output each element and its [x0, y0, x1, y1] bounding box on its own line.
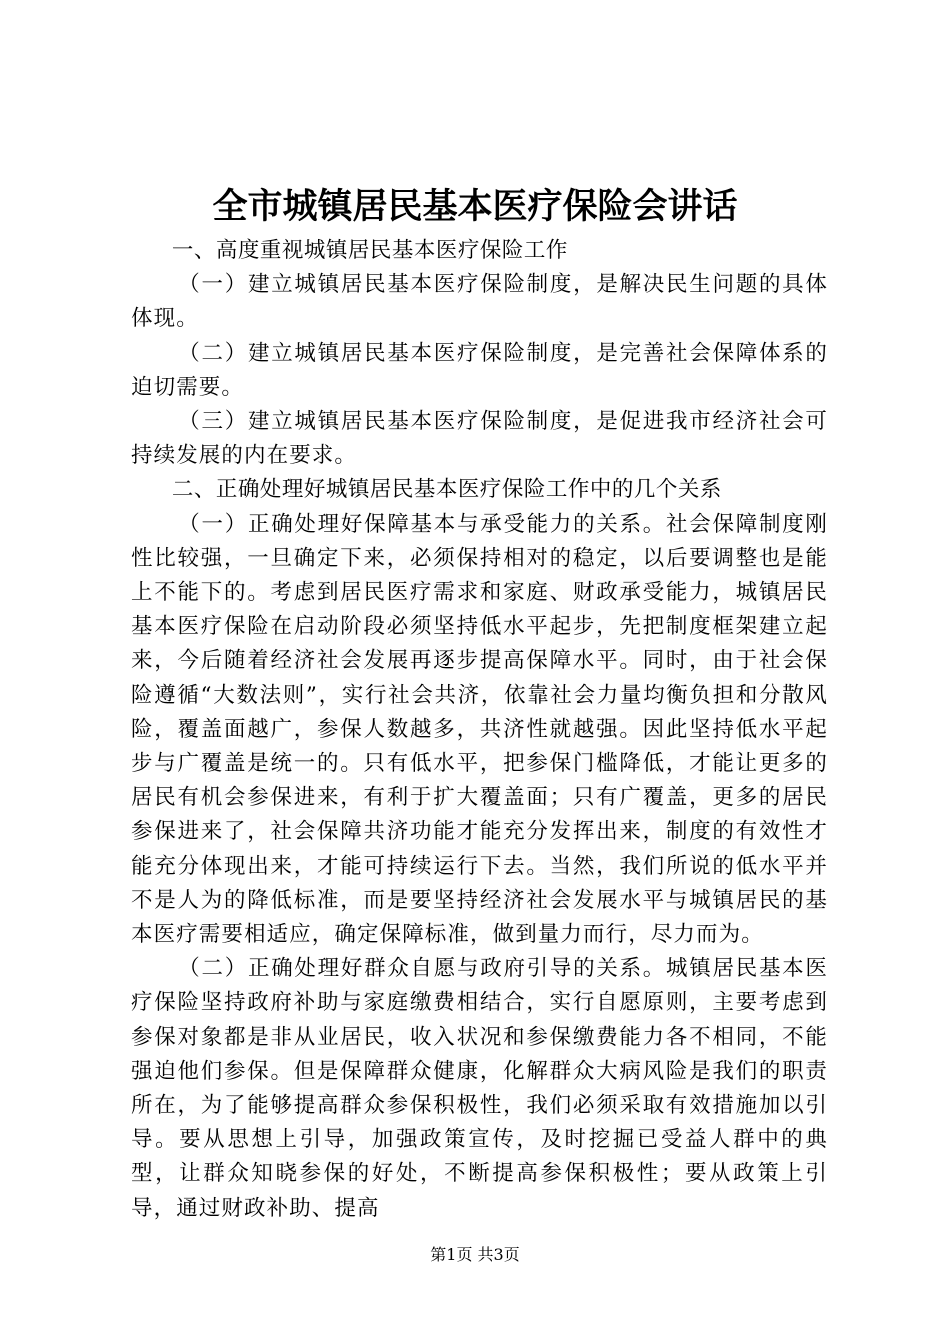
paragraph: （二）正确处理好群众自愿与政府引导的关系。城镇居民基本医疗保险坚持政府补助与家庭缴费相结合，实行自愿原则，主要考虑到参保对象都是非从业居民，收入状况和参保缴费能力各不相同，不能强迫他们参保。但是保障群众健康，化解群众大病风险是我们的职责所在，为了能够提高群众参保积极性，我们必须采取有效措施加以引导。要从思想上引导，加强政策宣传，及时挖掘已受益人群中的典型，让群众知晓参保的好处，不断提高参保积极性；要从政策上引导，通过财政补助、提高: [131, 956, 828, 1221]
paragraph: （一）建立城镇居民基本医疗保险制度，是解决民生问题的具体体现。: [131, 272, 828, 332]
document-body: [131, 234, 828, 1226]
page-footer: 第1页 共3页: [430, 1245, 520, 1264]
section-heading-1: 一、高度重视城镇居民基本医疗保险工作: [171, 238, 568, 263]
paragraph: （二）建立城镇居民基本医疗保险制度，是完善社会保障体系的迫切需要。: [131, 340, 828, 400]
paragraph: （一）正确处理好保障基本与承受能力的关系。社会保障制度刚性比较强，一旦确定下来，必须保持相对的稳定，以后要调整也是能上不能下的。考虑到居民医疗需求和家庭、财政承受能力，城镇居民基本医疗保险在启动阶段必须坚持低水平起步，先把制度框架建立起来，今后随着经济社会发展再逐步提高保障水平。同时，由于社会保险遵循“大数法则”，实行社会共济，依靠社会力量均衡负担和分散风险，覆盖面越广，参保人数越多，共济性就越强。因此坚持低水平起步与广覆盖是统一的。只有低水平，把参保门槛降低，才能让更多的居民有机会参保进来，有利于扩大覆盖面；只有广覆盖，更多的居民参保进来了，社会保障共济功能才能充分发挥出来，制度的有效性才能充分体现出来，才能可持续运行下去。当然，我们所说的低水平并不是人为的降低标准，而是要坚持经济社会发展水平与城镇居民的基本医疗需要相适应，确定保障标准，做到量力而行，尽力而为。: [131, 511, 828, 948]
document-title: 全市城镇居民基本医疗保险会讲话: [212, 187, 738, 227]
section-heading-2: 二、正确处理好城镇居民基本医疗保险工作中的几个关系: [171, 477, 722, 503]
paragraph: （三）建立城镇居民基本医疗保险制度，是促进我市经济社会可持续发展的内在要求。: [131, 409, 828, 469]
